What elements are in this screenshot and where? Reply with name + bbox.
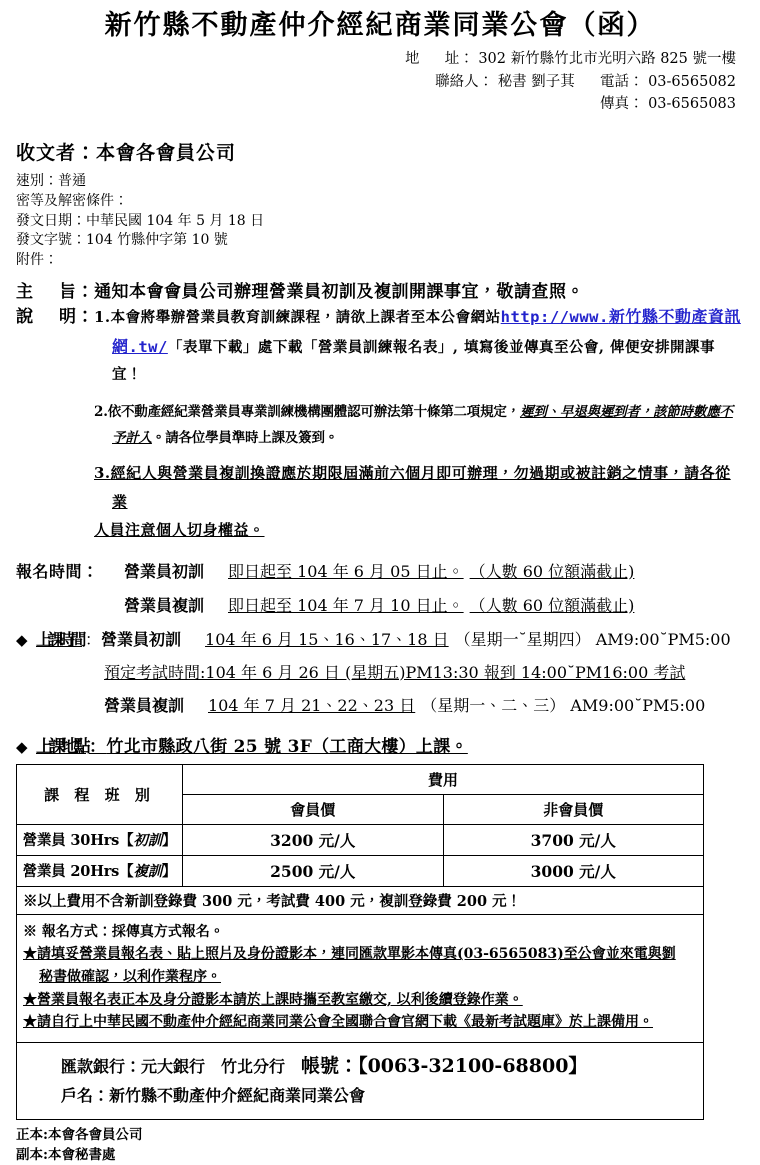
- recipient-value: 本會各會員公司: [96, 141, 237, 164]
- document-body: [0, 138, 760, 1165]
- registration-notes-box: [16, 915, 704, 1043]
- class-time-date-1: 104 年 6 月 15、16、17、18 日: [205, 629, 449, 649]
- address-line: [0, 48, 736, 70]
- fax-label: 傳真：: [599, 96, 644, 113]
- document-meta-block: [16, 172, 744, 271]
- explanation-item-2-emphasis: 遲到、早退與遲到者，該節時數應不予計入: [112, 403, 733, 446]
- fee-table-header-category: 課 程 班 別: [17, 764, 183, 824]
- fee-row-2-category-a: 營業員 20Hrs【: [22, 863, 134, 881]
- account-holder-label: 戶名：: [61, 1086, 110, 1106]
- class-place-row: [16, 732, 744, 757]
- note-star-1: [23, 943, 697, 966]
- class-time-colon: ：: [85, 629, 102, 649]
- note-star-3: [23, 1011, 697, 1034]
- note-registration-method: ※ 報名方式：採傳真方式報名。: [23, 923, 224, 940]
- class-time-note-1: （星期一˘星期四） AM9:00˘PM5:00: [454, 629, 731, 649]
- explanation-item-3-text-a: 經紀人與營業員複訓換證應於期限屆滿前六個月即可辦理，勿過期或被註銷之情事，請各從業: [110, 464, 731, 511]
- bank-remittance-line: [61, 1051, 697, 1078]
- subject-text: 通知本會會員公司辦理營業員初訓及複訓開課事宜，敬請查照。: [94, 282, 584, 303]
- meta-attachment: 附件：: [16, 252, 58, 269]
- diamond-bullet-icon: ◆: [16, 630, 28, 649]
- recipient-label: 收文者：: [16, 141, 97, 164]
- class-place-value: 竹北市縣政八街 25 號 3F（工商大樓）上課。: [106, 736, 468, 757]
- registration-course-2: 營業員複訓: [124, 595, 205, 615]
- registration-period-1: 即日起至 104 年 6 月 05 日止。: [228, 561, 464, 581]
- fee-row-2-category-emph: 複訓: [133, 863, 163, 881]
- explanation-item-2-number: 2.: [94, 403, 108, 420]
- meta-speed: 速別：普通: [16, 172, 86, 189]
- fee-table-header-member-price: 會員價: [183, 794, 444, 824]
- explanation-item-2: [94, 399, 744, 452]
- document-footer: [16, 1126, 744, 1165]
- class-time-course-1: 營業員初訓: [101, 629, 182, 649]
- fee-row-2-nonmember-price: 3000 元/人: [443, 855, 704, 886]
- fee-row-1-member-price: 3200 元/人: [183, 824, 444, 855]
- fee-row-1-nonmember-price: 3700 元/人: [443, 824, 704, 855]
- recipient-line: [16, 138, 744, 165]
- explanation-item-1-text-a: 本會將舉辦營業員教育訓練課程，請欲上課者至本公會網站: [110, 309, 501, 327]
- fee-row-2-category: [17, 855, 183, 886]
- class-time-title: 上課時間: [36, 629, 83, 649]
- address-value: 302 新竹縣竹北市光明六路 825 號一樓: [478, 51, 736, 68]
- exam-time-row: [16, 660, 744, 683]
- meta-doc-number: 發文字號：104 竹縣仲字第 10 號: [16, 232, 228, 249]
- class-time-note-2: （星期一、二、三） AM9:00˘PM5:00: [421, 695, 706, 715]
- subject-label: 主: [16, 282, 34, 303]
- contact-label: 聯絡人：: [435, 73, 494, 90]
- bank-name: 元大銀行: [141, 1057, 206, 1077]
- explanation-section: [16, 302, 744, 547]
- class-time-row: [16, 627, 744, 650]
- address-label: 地: [405, 51, 420, 68]
- class-place-colon: ：: [89, 736, 107, 757]
- account-label: 帳號：: [301, 1055, 359, 1078]
- fee-row-1-category-b: 】: [162, 832, 177, 850]
- explanation-item-1-number: 1.: [94, 308, 111, 327]
- fee-table-header-nonmember-price: 非會員價: [443, 794, 704, 824]
- fee-row-2-member-price: 2500 元/人: [183, 855, 444, 886]
- association-website-link-tld[interactable]: .tw/: [128, 338, 168, 357]
- explanation-item-3-line-2: [94, 516, 744, 545]
- fee-table-row-initial-training: [17, 824, 704, 855]
- note-star-3-text: ★請自行上中華民國不動產仲介經紀商業同業公會全國聯合會官網下載《最新考試題庫》於上課備用。: [23, 1014, 653, 1031]
- explanation-label-colon: 明：: [59, 307, 94, 328]
- class-time-row-2: [16, 693, 744, 716]
- explanation-item-3-number: 3.: [94, 464, 111, 483]
- meta-issue-date: 發文日期：中華民國 104 年 5 月 18 日: [16, 212, 265, 229]
- account-number: 【0063-32100-68800】: [358, 1055, 588, 1078]
- note-star-1-cont: [23, 966, 697, 989]
- address-label-colon: 址：: [444, 51, 474, 68]
- registration-period-2: 即日起至 104 年 7 月 10 日止。: [228, 595, 464, 615]
- explanation-item-2-text-a: 依不動產經紀業營業員專業訓練機構團體認可辦法第十條第二項規定，: [107, 403, 521, 420]
- meta-secrecy: 密等及解密條件：: [16, 192, 128, 209]
- fee-row-2-category-b: 】: [162, 863, 177, 881]
- phone-label: 電話：: [599, 73, 644, 90]
- bank-label: 匯款銀行：: [61, 1057, 142, 1077]
- footer-duplicate-copy: 副本:本會秘書處: [16, 1146, 116, 1163]
- note-star-2-text: ★營業員報名表正本及身分證影本請於上課時攜至教室繳交, 以利後續登錄作業。: [23, 991, 523, 1008]
- registration-label: 報名時間：: [16, 561, 99, 581]
- diamond-bullet-icon-2: ◆: [16, 737, 28, 756]
- fax-line: [0, 93, 736, 115]
- explanation-item-1: [94, 302, 744, 388]
- schedule-section: [16, 559, 744, 757]
- account-holder-line: [61, 1083, 697, 1106]
- explanation-items: [94, 302, 744, 547]
- footer-original-copy: 正本:本會各會員公司: [16, 1127, 143, 1144]
- fee-row-1-category: [17, 824, 183, 855]
- explanation-item-3-line-1: [94, 459, 744, 516]
- class-place-title: 上課地點: [36, 736, 86, 757]
- explanation-item-1-text-b: 「表單下載」處下載「營業員訓練報名表」, 填寫後並傳真至公會, 俾便安排開課事宜！: [112, 339, 716, 383]
- fee-table-row-refresher-training: [17, 855, 704, 886]
- document-title: 新竹縣不動產仲介經紀商業同業公會（函）: [104, 10, 656, 41]
- note-star-2: [23, 989, 697, 1012]
- subject-line: [16, 277, 744, 302]
- registration-row-2: [16, 593, 744, 616]
- fee-table-header-row-1: [17, 764, 704, 794]
- registration-label-spacer: [16, 596, 124, 615]
- fee-table-header-fee: 費用: [183, 764, 704, 794]
- phone-value: 03-6565082: [648, 73, 736, 90]
- bank-info-box: [16, 1043, 704, 1120]
- subject-label-colon: 旨：: [59, 282, 94, 303]
- explanation-item-3: [94, 459, 744, 545]
- fee-footnote-box: ※以上費用不含新訓登錄費 300 元，考試費 400 元，複訓登錄費 200 元！: [16, 887, 704, 915]
- fax-value: 03-6565083: [648, 96, 736, 113]
- explanation-label-group: [16, 302, 94, 327]
- association-website-link[interactable]: http://www.: [500, 308, 609, 327]
- explanation-item-3-text-b: 人員注意個人切身權益。: [94, 521, 265, 540]
- exam-time-text: 預定考試時間:104 年 6 月 26 日 (星期五)PM13:30 報到 14:00˘PM16:00 考試: [104, 662, 686, 682]
- account-holder-value: 新竹縣不動產仲介經紀商業同業公會: [109, 1086, 366, 1106]
- registration-row-1: [16, 559, 744, 582]
- registration-quota-1: （人數 60 位額滿截止): [469, 561, 635, 581]
- explanation-item-2-text-b: 。請各位學員準時上課及簽到。: [151, 429, 339, 446]
- association-website-link-cn2[interactable]: 訊網: [112, 307, 741, 357]
- fee-row-1-category-a: 營業員 30Hrs【: [22, 832, 134, 850]
- registration-quota-2: （人數 60 位額滿截止): [469, 595, 635, 615]
- explanation-label: 說: [16, 307, 34, 328]
- note-star-1-line-a: ★請填妥營業員報名表、貼上照片及身份證影本，連同匯款單影本傳真(03-6565083)至公會並來電與劉: [23, 946, 676, 963]
- fee-row-1-category-emph: 初訓: [133, 832, 163, 850]
- class-time-date-2: 104 年 7 月 21、22、23 日: [208, 695, 416, 715]
- class-time-course-2: 營業員複訓: [104, 695, 185, 715]
- bank-branch: 竹北分行: [221, 1057, 286, 1077]
- fee-table: [16, 764, 704, 887]
- contact-person-line: [0, 71, 736, 93]
- association-website-link-cn1[interactable]: 新竹縣不動產資: [608, 307, 725, 327]
- registration-course-1: 營業員初訓: [124, 561, 205, 581]
- organization-contact-block: [0, 48, 760, 115]
- note-star-1-line-b: 秘書做確認，以利作業程序。: [39, 969, 221, 986]
- contact-value: 秘書 劉子萁: [497, 73, 575, 90]
